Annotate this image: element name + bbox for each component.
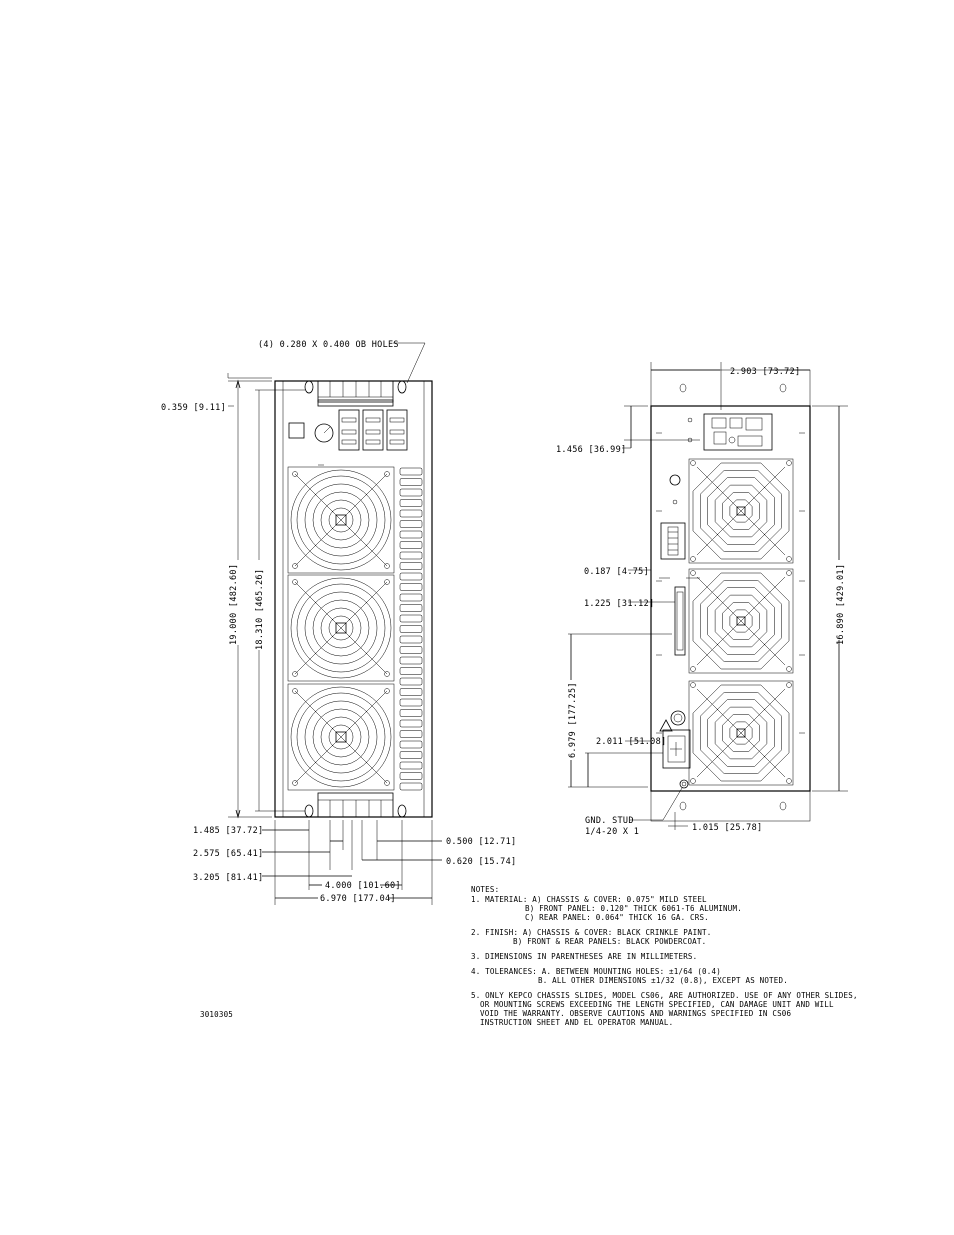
mounting-hole [305,381,313,393]
connector-block [688,414,772,450]
vent-slot [400,500,422,507]
svg-text:NOTES:: NOTES: [471,885,500,894]
vent-slot [400,731,422,738]
rear-dim-width: 2.903 [73.72] [730,367,801,377]
output-slot [675,587,685,655]
vent-slot [400,594,422,601]
mounting-hole [398,381,406,393]
rear-view [568,362,848,830]
vent-slot [400,584,422,591]
vent-slot [400,783,422,790]
rear-dimensions [568,362,848,830]
svg-text:C) REAR PANEL: 0.064" THICK 16: C) REAR PANEL: 0.064" THICK 16 GA. CRS. [525,913,709,922]
svg-text:B. ALL OTHER DIMENSIONS ±1/32: B. ALL OTHER DIMENSIONS ±1/32 (0.8), EXCEPT AS NOTED. [538,976,788,985]
vent-slot [400,521,422,528]
power-inlet [663,730,690,768]
rear-dim-connector: 1.456 [36.99] [556,445,627,455]
front-fans [288,467,394,790]
rear-dim-bottom: 1.015 [25.78] [692,823,763,833]
fan-guard [689,459,793,563]
vent-slot [400,510,422,517]
dim-width: 6.970 [177.04] [320,894,396,904]
rear-fans [689,459,793,785]
breaker [671,711,685,725]
dim-height-holes: 18.310 [465.26] [255,568,265,650]
vent-slot [400,689,422,696]
vent-slot [400,605,422,612]
dim-top-offset: 0.359 [9.11] [161,403,227,413]
drawing-number: 3010305 [200,1010,234,1019]
vent-slot [400,479,422,486]
vent-slot [400,720,422,727]
dim-b6: 4.000 [101.60] [325,881,401,891]
gnd-label-2: 1/4-20 X 1 [585,827,640,837]
fan-guard [689,681,793,785]
mounting-hole [305,805,313,817]
svg-text:3. DIMENSIONS IN PARENTHESES A: 3. DIMENSIONS IN PARENTHESES ARE IN MILLIMETERS. [471,952,698,961]
rear-dim-height: 16.890 [429.01] [836,563,846,645]
terminal [673,500,677,504]
dim-height-total: 19.000 [482.60] [229,563,239,645]
rear-dim-slot: 1.225 [31.12] [584,599,655,609]
vent-slot [400,647,422,654]
vent-slot [400,699,422,706]
vent-slot [400,531,422,538]
bottom-handle [318,793,393,817]
dim-b3: 3.205 [81.41] [193,873,264,883]
dim-b5: 0.620 [15.74] [446,857,517,867]
vent-slot [400,552,422,559]
terminal-strip [661,523,685,559]
vent-slot [400,762,422,769]
vent-slot [400,741,422,748]
vent-slot [400,710,422,717]
notes-block [471,885,858,1027]
vent-slot [400,542,422,549]
svg-text:B) FRONT PANEL: 0.120" THICK 6: B) FRONT PANEL: 0.120" THICK 6061-T6 ALUMINUM. [525,904,742,913]
gnd-stud [680,780,688,788]
svg-text:5. ONLY KEPCO CHASSIS SLIDES,: 5. ONLY KEPCO CHASSIS SLIDES, MODEL CS06, ARE AUTHORIZED. USE OF ANY OTHER SLIDES, [471,991,858,1000]
dim-b4: 0.500 [12.71] [446,837,517,847]
fan-guard [689,569,793,673]
top-handle [318,381,393,406]
mounting-hole [398,805,406,817]
vent-slot [400,752,422,759]
vent-slot [400,668,422,675]
vent-slot [400,573,422,580]
svg-text:OR MOUNTING SCREWS EXCEEDING T: OR MOUNTING SCREWS EXCEEDING THE LENGTH SPECIFIED, CAN DAMAGE UNIT AND WILL [480,1000,834,1009]
fan-guard [288,684,394,790]
vent-slot [400,468,422,475]
vent-slot [400,657,422,664]
vent-slot [400,563,422,570]
digital-display [363,410,383,450]
dim-b1: 1.485 [37.72] [193,826,264,836]
svg-text:INSTRUCTION SHEET AND EL OPERA: INSTRUCTION SHEET AND EL OPERATOR MANUAL. [480,1018,674,1027]
digital-display [387,410,407,450]
vent-slots [400,468,422,790]
svg-text:1. MATERIAL: A) CHASSIS & COVE: 1. MATERIAL: A) CHASSIS & COVER: 0.075" MILD STEEL [471,895,707,904]
vent-slot [400,636,422,643]
vent-slot [400,773,422,780]
digital-display [339,410,359,450]
terminal [670,475,680,485]
rear-dim-inlet: 2.011 [51.08] [596,737,667,747]
gnd-label-1: GND. STUD [585,816,634,826]
vent-slot [400,626,422,633]
vent-slot [400,615,422,622]
fan-guard [288,467,394,573]
warning-icon [660,720,672,731]
vent-slot [400,489,422,496]
vent-slot [400,678,422,685]
edge-screws [656,433,805,733]
svg-text:B) FRONT & REAR PANELS: BLACK: B) FRONT & REAR PANELS: BLACK POWDERCOAT. [513,937,707,946]
fan-guard [288,575,394,681]
svg-text:4. TOLERANCES: A. BETWEEN MOUN: 4. TOLERANCES: A. BETWEEN MOUNTING HOLES: ±1/64 (0.4) [471,967,721,976]
power-switch [289,423,304,438]
rear-dim-small: 0.187 [4.75] [584,567,650,577]
dim-b2: 2.575 [65.41] [193,849,264,859]
svg-text:2. FINISH: A) CHASSIS & COVER:: 2. FINISH: A) CHASSIS & COVER: BLACK CRINKLE PAINT. [471,928,712,937]
rear-dim-vertical: 6.979 [177.25] [568,682,578,758]
svg-text:VOID THE WARRANTY. OBSERVE CAU: VOID THE WARRANTY. OBSERVE CAUTIONS AND WARNINGS SPECIFIED IN CS06 [480,1009,792,1018]
holes-label: (4) 0.280 X 0.400 OB HOLES [258,340,399,350]
